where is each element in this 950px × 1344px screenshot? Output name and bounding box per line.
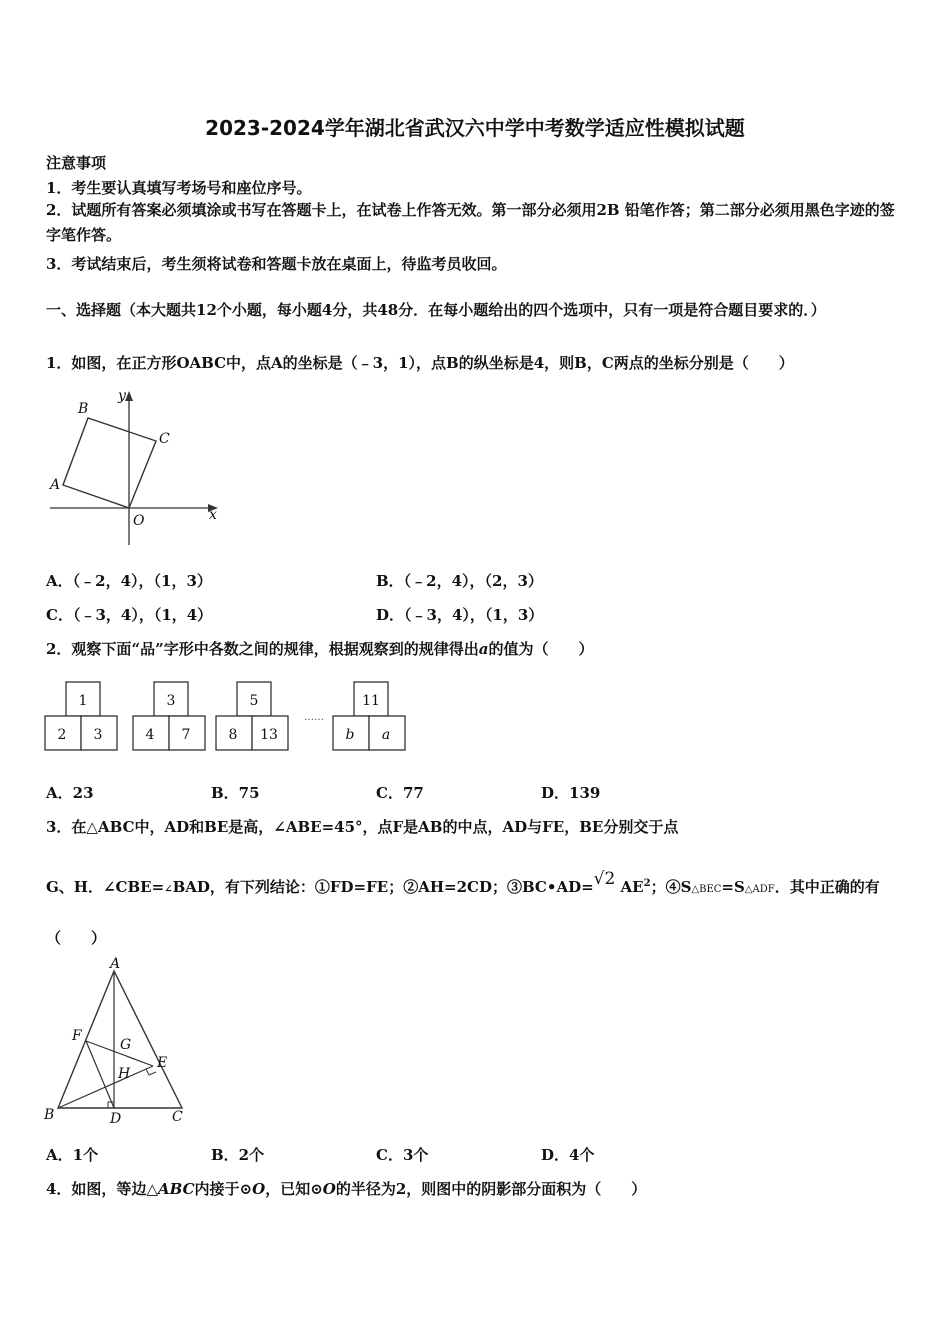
q4-text-b: 内接于⊙ [194,1180,253,1198]
q3-text-c: AE [615,878,644,896]
fig2-left: 4 [145,727,155,743]
pin-figure-4 [333,682,405,750]
q2-stem-pre: 2．观察下面“品”字形中各数之间的规律，根据观察到的规律得出 [46,640,479,658]
label-x: x [209,507,217,523]
q3-option-c[interactable]: C．3个 [376,1146,429,1164]
q1-figure [46,385,226,550]
fig3-top: 5 [249,693,259,709]
ellipsis: …… [304,712,324,723]
square-oabc [63,418,156,508]
q3-subscript-bec: △BEC [691,884,722,895]
q1-option-b[interactable]: B．（﹣2，4），（2，3） [376,572,543,590]
q3-option-a[interactable]: A．1个 [46,1146,99,1164]
label-e: E [157,1055,168,1071]
label-f: F [72,1028,82,1044]
q2-option-a[interactable]: A．23 [46,784,94,802]
q3-stem-line3: （ ） [46,929,107,947]
label-d: D [110,1111,122,1127]
q4-text-a: 4．如图，等边△ [46,1180,158,1198]
q2-stem-var: a [478,640,489,658]
q3-figure [40,955,200,1130]
notice-item-3: 3．考试结束后，考生须将试卷和答题卡放在桌面上，待监考员收回。 [46,255,507,273]
q4-text-d: 的半径为2，则图中的阴影部分面积为（ ） [335,1180,647,1198]
q1-option-c[interactable]: C．（﹣3，4），（1，4） [46,606,213,624]
label-a: A [110,956,121,972]
q1-stem: 1．如图，在正方形OABC中，点A的坐标是（﹣3，1），点B的纵坐标是4，则B，C两点的坐标分别是（ ） [46,354,794,372]
q3-stem-line1: 3．在△ABC中，AD和BE是高，∠ABE=45°，点F是AB的中点，AD与FE，BE分别交于点 [46,818,679,836]
pin-figure-1 [45,682,117,750]
q3-text-e: =S [721,878,745,896]
q2-stem-post: 的值为（ ） [488,640,594,658]
q4-text-c: ，已知⊙ [265,1180,323,1198]
fig4-left: b [345,727,355,743]
q2-option-d[interactable]: D．139 [541,784,601,802]
fig3-left: 8 [228,727,238,743]
fig1-top: 1 [78,693,88,709]
q3-text-f: ．其中正确的有 [774,878,880,896]
q3-superscript: 2 [643,878,651,889]
notice-item-1: 1．考生要认真填写考场号和座位序号。 [46,179,312,197]
q3-option-b[interactable]: B．2个 [211,1146,265,1164]
q2-option-b[interactable]: B．75 [211,784,260,802]
fig4-right: a [381,727,391,743]
label-c: C [172,1109,183,1125]
label-b: B [44,1107,55,1123]
section-heading: 一、选择题（本大题共12个小题，每小题4分，共48分．在每小题给出的四个选项中，只有一项是符合题目要求的．） [46,301,826,319]
notice-heading: 注意事项 [46,154,107,172]
q1-option-d[interactable]: D．（﹣3，4），（1，3） [376,606,544,624]
label-o: O [133,513,145,529]
label-h: H [118,1066,131,1082]
fig1-right: 3 [93,727,103,743]
q3-text-d: ；④S [650,878,692,896]
q1-option-a[interactable]: A．（﹣2，4），（1，3） [46,572,212,590]
label-y: y [118,388,126,404]
label-a: A [50,477,61,493]
y-axis-arrow-icon [125,391,133,401]
segment-fd [86,1041,114,1108]
fig4-top: 11 [362,693,380,709]
q2-figures [40,678,420,758]
q3-text-b: BAD，有下列结论：①FD=FE；②AH=2CD；③BC•AD= [172,878,594,896]
notice-item-2: 2．试题所有答案必须填涂或书写在答题卡上，在试卷上作答无效。第一部分必须用2B 铅笔作答；第二部分必须用黑色字迹的签字笔作答。 [46,201,895,244]
fig1-left: 2 [57,727,67,743]
fig2-right: 7 [181,727,191,743]
q4-o2: O [322,1180,336,1198]
q3-text-a: G、H．∠CBE= [46,878,165,896]
pin-figure-3 [216,682,288,750]
label-b: B [78,401,89,417]
label-g: G [120,1037,132,1053]
q4-abc: ABC [157,1180,195,1198]
q4-o1: O [252,1180,266,1198]
right-angle-e [146,1069,156,1075]
pin-figure-2 [133,682,205,750]
q3-subscript-adf: △ADF [744,884,775,895]
label-c: C [159,431,170,447]
q2-option-c[interactable]: C．77 [376,784,424,802]
q3-angle-symbol: ∠ [164,884,173,895]
q2-stem [46,638,593,659]
q3-stem-line2 [46,869,880,897]
page-title: 2023-2024学年湖北省武汉六中学中考数学适应性模拟试题 [205,116,745,140]
q4-stem [46,1178,646,1199]
q3-sqrt-2: √2 [593,869,616,889]
fig3-right: 13 [260,727,278,743]
q3-option-d[interactable]: D．4个 [541,1146,595,1164]
fig2-top: 3 [166,693,176,709]
